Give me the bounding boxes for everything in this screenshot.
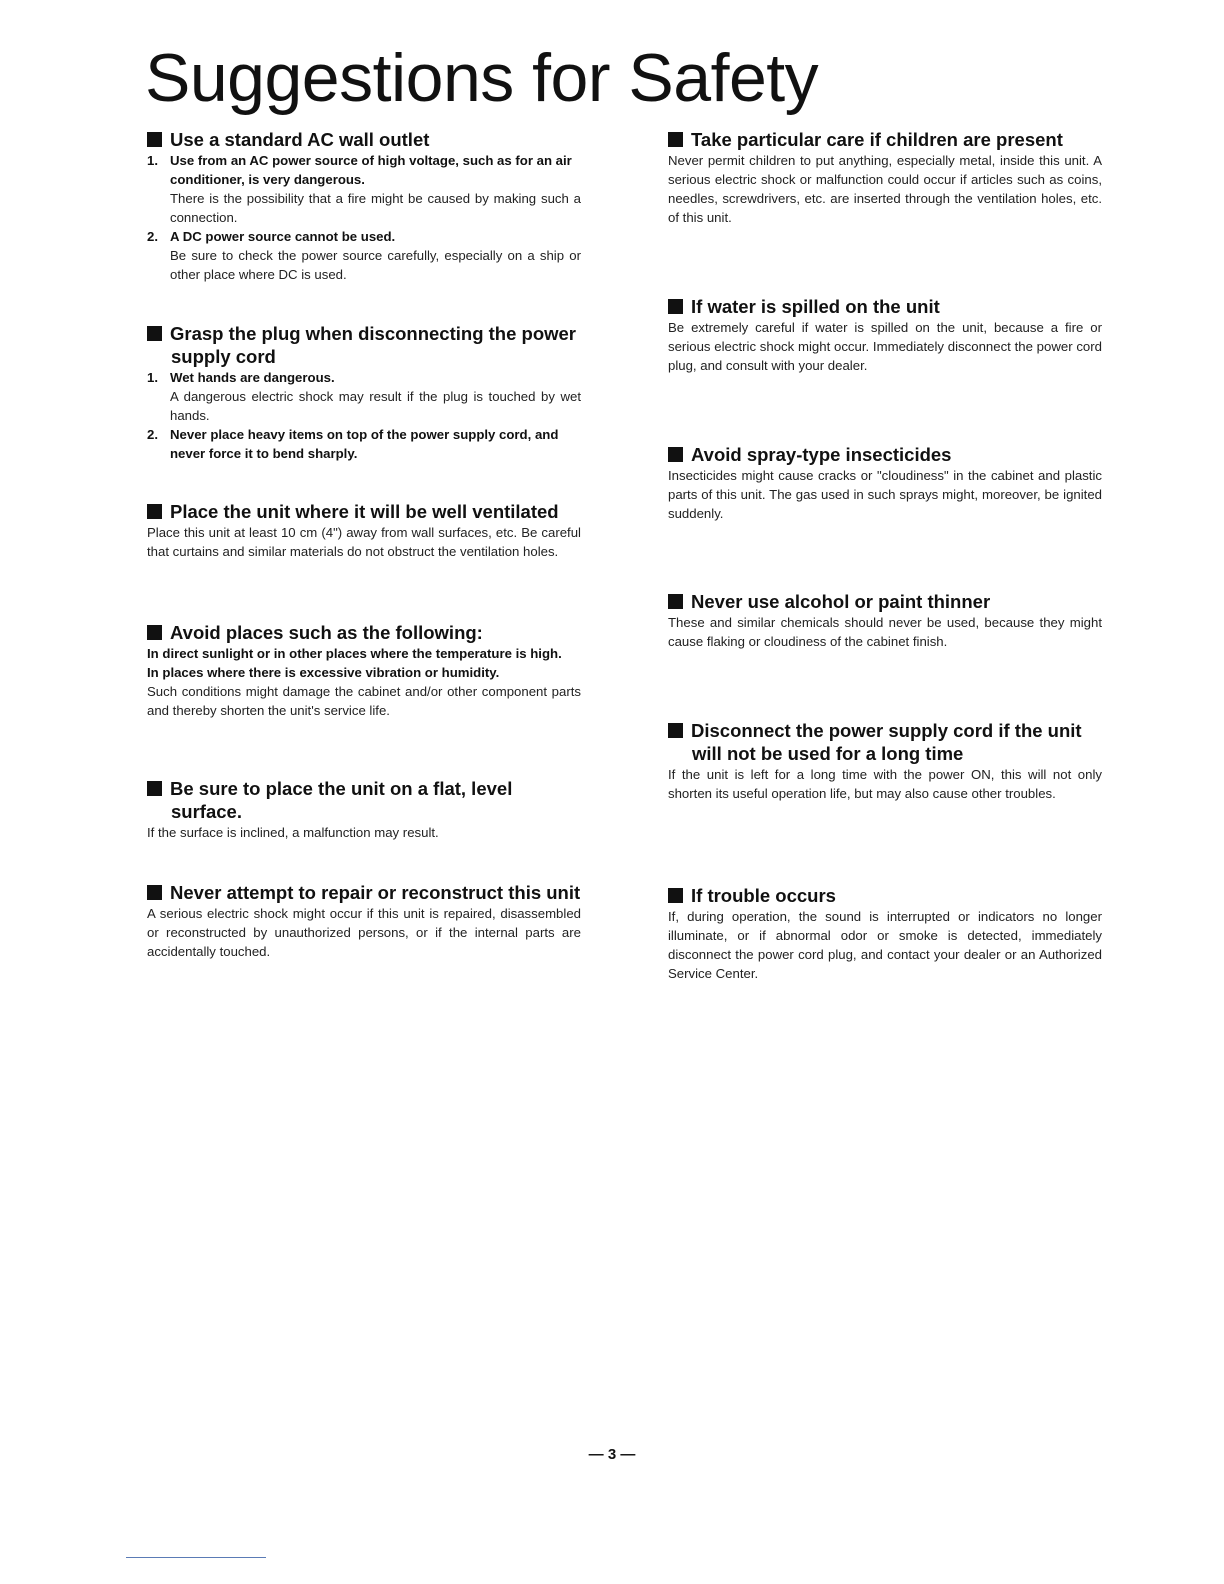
section-no-repair: Never attempt to repair or reconstruct this unit A serious electric shock might occur if this unit is repaired, disassembled or reconstructed by unauthorized persons, or if the internal parts are accidentally touched. <box>147 882 581 959</box>
section-disconnect-cord: Disconnect the power supply cord if the unit will not be used for a long time If the unit is left for a long time with the power ON, this will not only shorten its useful operation life, but may also cause other troubles. <box>668 720 1102 801</box>
list-item: 2. Never place heavy items on top of the power supply cord, and never force it to bend sharply. <box>147 427 559 461</box>
bullet-square-icon <box>668 723 683 738</box>
section-heading: Avoid spray-type insecticides <box>668 443 1102 466</box>
section-water-spilled: If water is spilled on the unit Be extremely careful if water is spilled on the unit, because a fire or serious electric shock might occur. Immediately disconnect the power cord plug, and consult with your dealer. <box>668 296 1102 373</box>
bullet-square-icon <box>147 781 162 796</box>
section-ac-outlet <box>147 128 581 284</box>
section-avoid-places: Avoid places such as the following: In direct sunlight or in other places where the temperature is high. In places where there is excessive vibration or humidity. Such conditions might damage the cabinet and/or other component parts and thereby shorten the unit's service life. <box>147 622 581 718</box>
section-heading: Be sure to place the unit on a flat, level surface. <box>147 777 581 823</box>
section-heading: Use a standard AC wall outlet <box>147 128 581 151</box>
numbered-list <box>147 151 581 284</box>
list-item: 1. Use from an AC power source of high voltage, such as for an air conditioner, is very dangerous. There is the possibility that a fire might be caused by making such a connection. <box>147 153 581 225</box>
bullet-square-icon <box>668 447 683 462</box>
list-item: 2. A DC power source cannot be used. Be sure to check the power source carefully, especially on a ship or other place where DC is used. <box>147 229 581 282</box>
section-grasp-plug <box>147 322 581 463</box>
footer-rule <box>126 1557 266 1558</box>
section-heading: Never attempt to repair or reconstruct this unit <box>147 881 581 904</box>
bullet-square-icon <box>668 594 683 609</box>
bullet-square-icon <box>668 888 683 903</box>
list-item: 1. Wet hands are dangerous. A dangerous electric shock may result if the plug is touched by wet hands. <box>147 370 581 423</box>
section-heading: Disconnect the power supply cord if the unit will not be used for a long time <box>668 719 1102 765</box>
bullet-square-icon <box>668 299 683 314</box>
section-alcohol-thinner: Never use alcohol or paint thinner These and similar chemicals should never be used, because they might cause flaking or cloudiness of the cabinet finish. <box>668 591 1102 649</box>
section-heading: If trouble occurs <box>668 884 1102 907</box>
bullet-square-icon <box>147 132 162 147</box>
bullet-square-icon <box>668 132 683 147</box>
section-trouble: If trouble occurs If, during operation, the sound is interrupted or indicators no longer illuminate, or if abnormal odor or smoke is detected, immediately disconnect the power cord plug, and contact your dealer or an Authorized Service Center. <box>668 885 1102 981</box>
section-heading: Grasp the plug when disconnecting the power supply cord <box>147 322 581 368</box>
bullet-square-icon <box>147 625 162 640</box>
section-heading: Place the unit where it will be well ventilated <box>147 500 581 523</box>
section-flat-surface: Be sure to place the unit on a flat, level surface. If the surface is inclined, a malfunction may result. <box>147 777 581 842</box>
section-heading: If water is spilled on the unit <box>668 295 1102 318</box>
section-heading: Take particular care if children are present <box>668 128 1102 151</box>
section-children: Take particular care if children are present Never permit children to put anything, especially metal, inside this unit. A serious electric shock or malfunction could occur if articles such as coins, needles, screwdrivers, etc. are inserted through the ventilation holes, etc. of this unit. <box>668 129 1102 225</box>
section-heading: Never use alcohol or paint thinner <box>668 590 1102 613</box>
section-insecticides: Avoid spray-type insecticides Insecticides might cause cracks or "cloudiness" in the cabinet and plastic parts of this unit. The gas used in such sprays might, moreover, be ignited suddenly. <box>668 444 1102 521</box>
page-number: — 3 — <box>588 1446 636 1463</box>
section-heading: Avoid places such as the following: <box>147 621 581 644</box>
bullet-square-icon <box>147 326 162 341</box>
bullet-square-icon <box>147 504 162 519</box>
section-ventilation: Place the unit where it will be well ventilated Place this unit at least 10 cm (4") away from wall surfaces, etc. Be careful that curtains and similar materials do not obstruct the ventilation holes. <box>147 501 581 559</box>
bullet-square-icon <box>147 885 162 900</box>
page-title: Suggestions for Safety <box>145 40 819 116</box>
numbered-list <box>147 368 581 463</box>
